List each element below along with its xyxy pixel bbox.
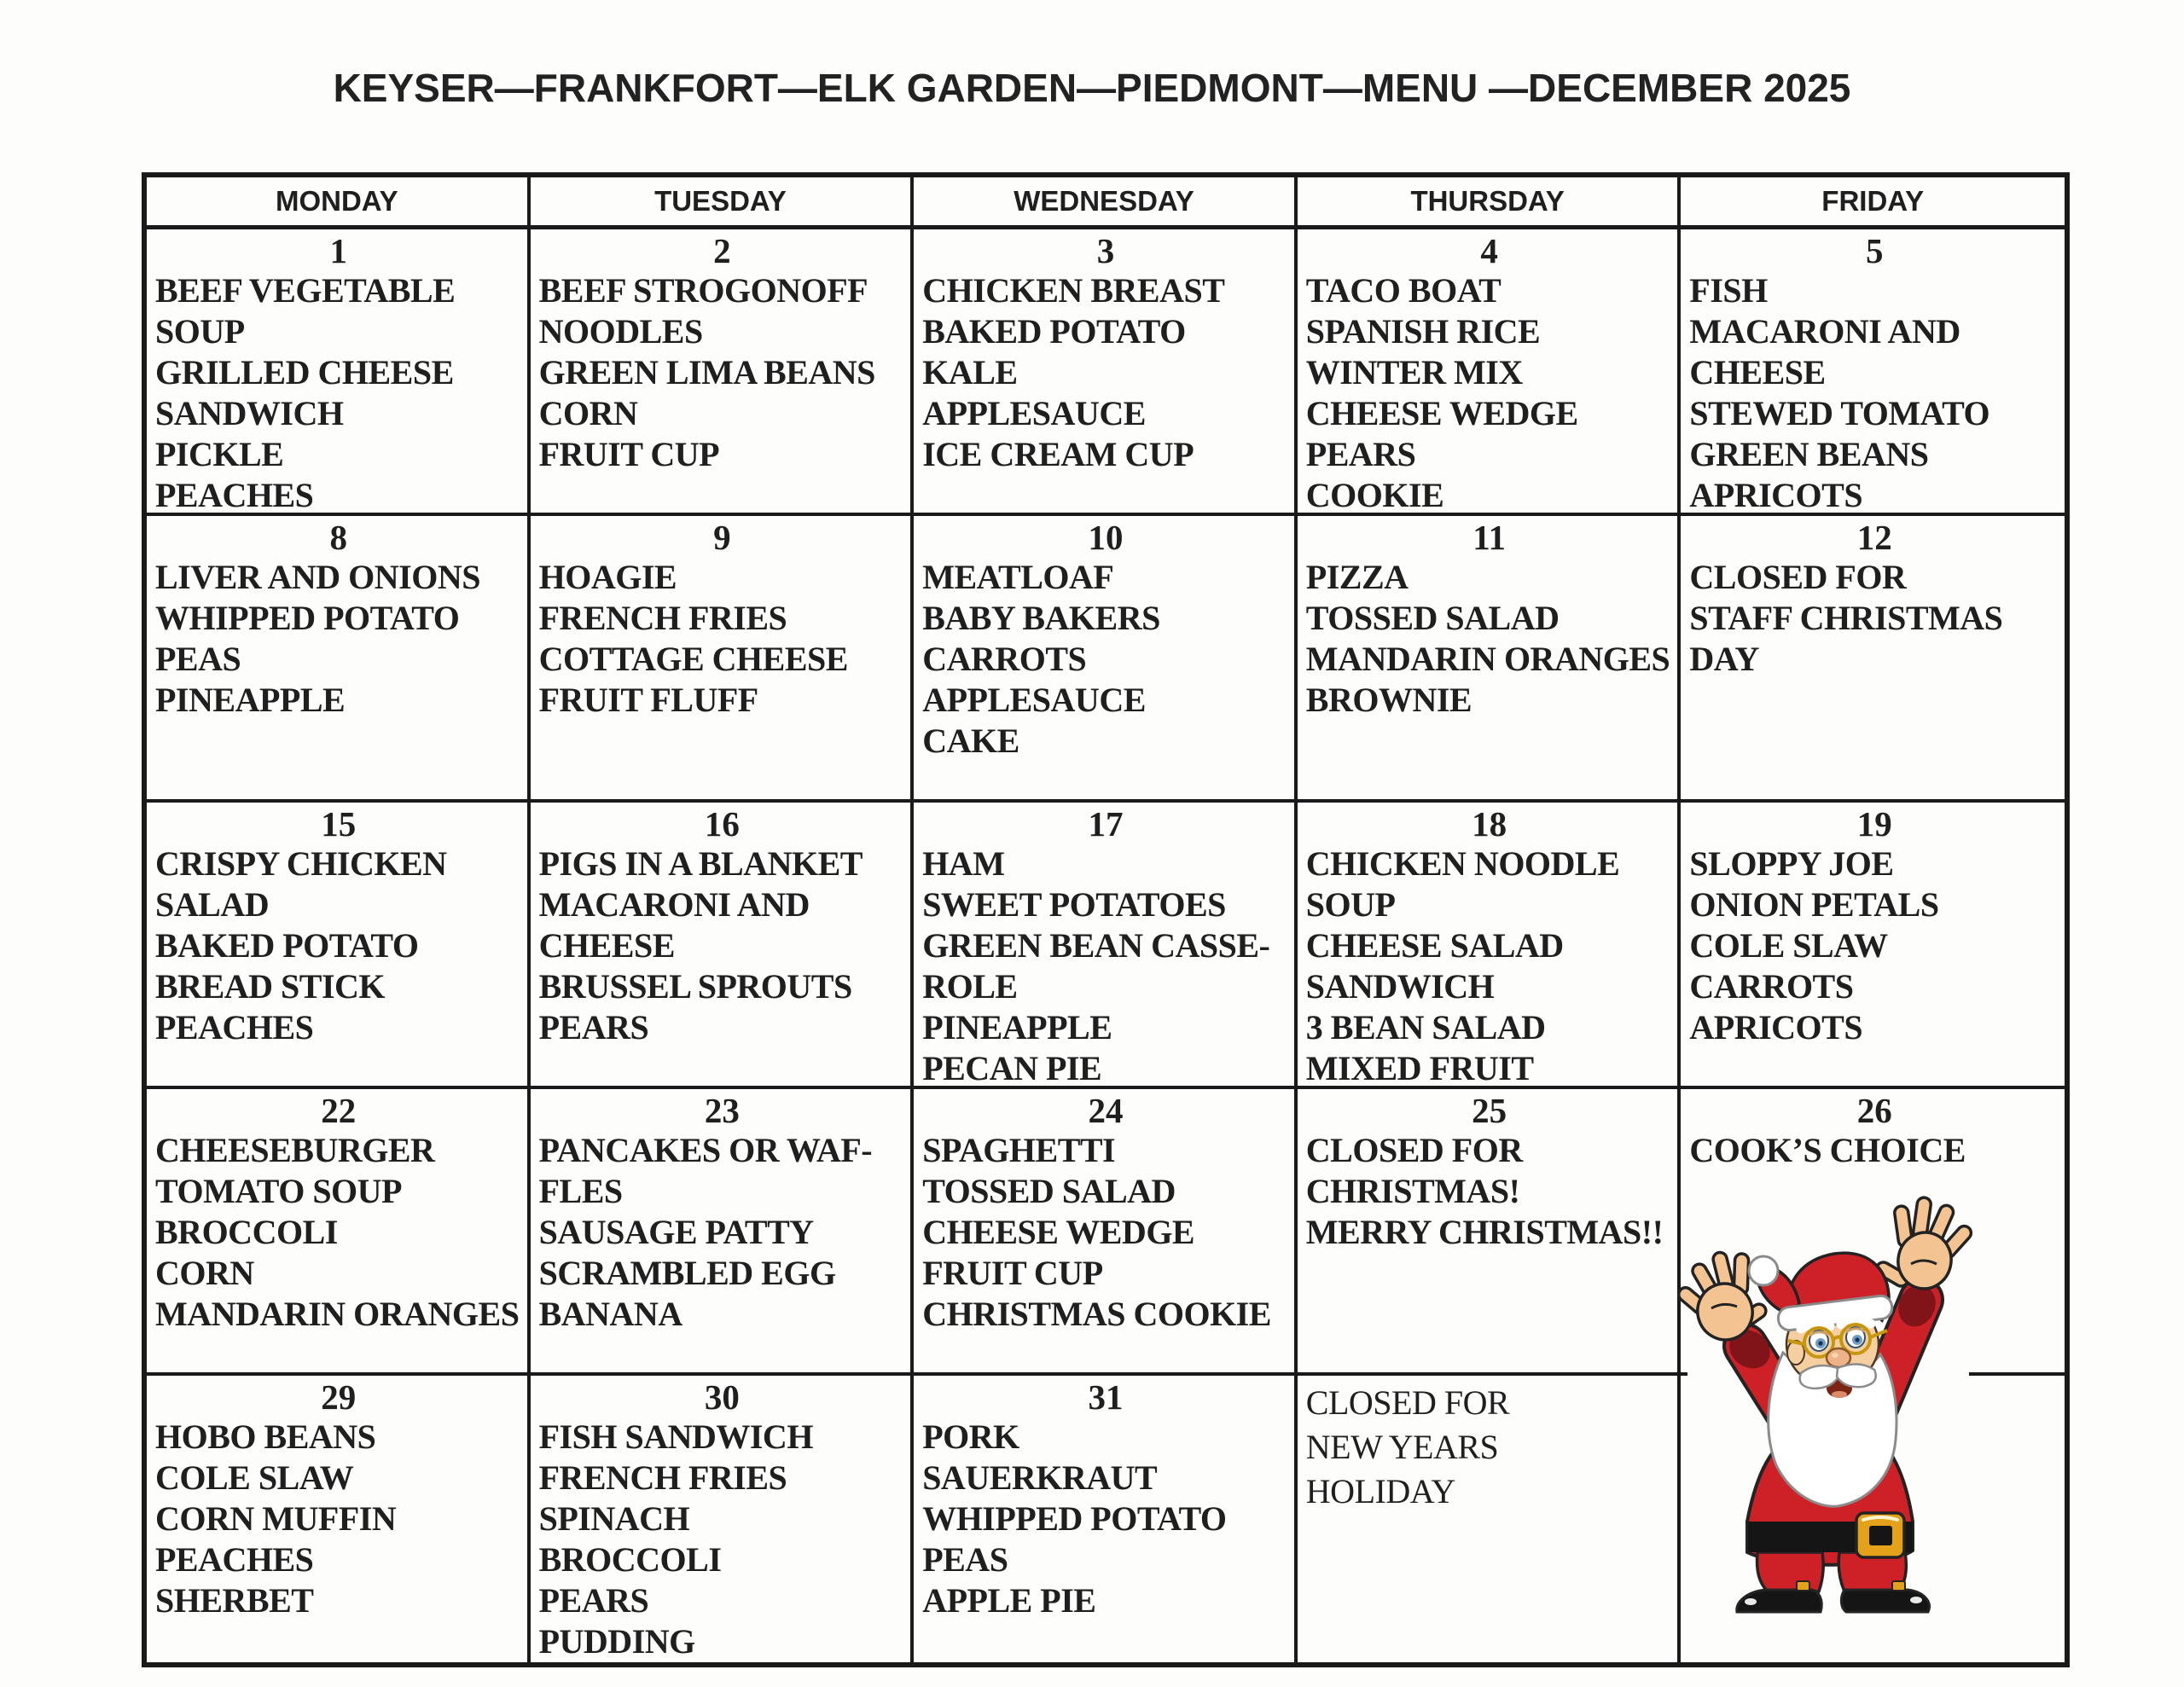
menu-item-line: MERRY CHRISTMAS!! [1305, 1213, 1664, 1251]
calendar-cell [914, 1376, 1298, 1662]
menu-item-line: NEW YEARS [1305, 1428, 1499, 1466]
day-number: 19 [1856, 804, 1892, 844]
menu-item-line: PIZZA [1305, 558, 1409, 596]
menu-item-line: DAY [1689, 640, 1759, 678]
day-number: 23 [704, 1091, 740, 1130]
menu-item-line: WINTER MIX [1305, 353, 1523, 391]
menu-item-line: COTTAGE CHEESE [538, 640, 848, 678]
menu-item-line: CLOSED FOR [1305, 1131, 1523, 1169]
calendar-cell [1298, 1376, 1682, 1662]
menu-item-line: SAUERKRAUT [922, 1458, 1158, 1497]
menu-item-line: FISH [1689, 271, 1768, 310]
menu-item-line: SPAGHETTI [922, 1131, 1116, 1169]
menu-item-line: CHEESE WEDGE [922, 1213, 1195, 1251]
menu-item-line: PEAS [155, 640, 241, 678]
menu-item-line: CHICKEN NOODLE [1305, 844, 1620, 883]
menu-item-line: COOK’S CHOICE [1689, 1131, 1966, 1169]
menu-item-line: CAKE [922, 722, 1019, 760]
menu-item-line: CHEESE WEDGE [1305, 394, 1578, 432]
calendar-cell [914, 1089, 1298, 1376]
day-number: 25 [1472, 1091, 1507, 1130]
calendar-header-row [147, 177, 2065, 229]
menu-item-line: FLES [538, 1172, 623, 1210]
menu-item-line: CRISPY CHICKEN [155, 844, 447, 883]
calendar-cell [1681, 803, 2065, 1089]
calendar-cell [531, 1376, 915, 1662]
calendar-cell [147, 803, 531, 1089]
calendar-cell [1681, 516, 2065, 803]
menu-item-line: SLOPPY JOE [1689, 844, 1894, 883]
menu-item-line: SCRAMBLED EGG [538, 1254, 836, 1292]
menu-item-line: MANDARIN ORANGES [155, 1295, 520, 1333]
day-number: 17 [1088, 804, 1124, 844]
day-header-friday: FRIDAY [1821, 185, 1925, 217]
menu-item-line: CLOSED FOR [1305, 1383, 1510, 1422]
calendar-cell [147, 229, 531, 516]
menu-item-line: PINEAPPLE [155, 681, 346, 719]
calendar-cell [531, 803, 915, 1089]
menu-item-line: BROCCOLI [155, 1213, 338, 1251]
menu-item-line: SPINACH [538, 1499, 690, 1538]
day-number: 31 [1088, 1377, 1124, 1417]
menu-item-line: TOMATO SOUP [155, 1172, 402, 1210]
day-number: 22 [321, 1091, 357, 1130]
menu-item-line: APPLESAUCE [922, 394, 1146, 432]
calendar-cell [531, 1089, 915, 1376]
menu-item-line: SANDWICH [1305, 967, 1495, 1006]
calendar-cell [147, 516, 531, 803]
menu-item-line: MACARONI AND [1689, 312, 1960, 351]
menu-item-line: 3 BEAN SALAD [1305, 1008, 1546, 1046]
menu-item-line: BABY BAKERS [922, 599, 1160, 637]
calendar-cell [914, 516, 1298, 803]
menu-item-line: COLE SLAW [155, 1458, 354, 1497]
day-number: 26 [1856, 1091, 1892, 1130]
day-header-thursday: THURSDAY [1298, 177, 1682, 225]
menu-item-line: PIGS IN A BLANKET [538, 844, 863, 883]
menu-item-line: PINEAPPLE [922, 1008, 1112, 1046]
menu-item-line: PEACHES [155, 1008, 314, 1046]
calendar-cell [1681, 229, 2065, 516]
menu-item-line: BAKED POTATO [922, 312, 1186, 351]
calendar-cell [1298, 516, 1682, 803]
menu-item-line: TOSSED SALAD [1305, 599, 1560, 637]
menu-item-line: BROCCOLI [538, 1540, 722, 1579]
menu-item-line: BEEF VEGETABLE [155, 271, 456, 310]
menu-item-line: PUDDING [538, 1622, 695, 1661]
menu-item-line: GRILLED CHEESE [155, 353, 454, 391]
day-number: 2 [713, 231, 731, 270]
menu-item-line: APRICOTS [1689, 1008, 1863, 1046]
menu-item-line: CHEESE SALAD [1305, 926, 1564, 965]
day-number: 10 [1088, 518, 1124, 557]
menu-item-line: PEARS [1305, 435, 1416, 473]
menu-item-line: PICKLE [155, 435, 284, 473]
menu-item-line: APPLESAUCE [922, 681, 1146, 719]
menu-item-line: CORN [538, 394, 638, 432]
menu-item-line: FRENCH FRIES [538, 1458, 787, 1497]
menu-item-line: STAFF CHRISTMAS [1689, 599, 2003, 637]
menu-item-line: FRUIT CUP [922, 1254, 1103, 1292]
menu-item-line: CORN MUFFIN [155, 1499, 397, 1538]
menu-item-line: PORK [922, 1417, 1019, 1456]
calendar-cell [1298, 229, 1682, 516]
menu-item-line: PEACHES [155, 1540, 314, 1579]
menu-item-line: HOBO BEANS [155, 1417, 376, 1456]
day-number: 30 [704, 1377, 740, 1417]
day-header-wednesday: WEDNESDAY [914, 177, 1298, 225]
menu-item-line: SOUP [1305, 885, 1396, 924]
menu-item-line: BREAD STICK [155, 967, 386, 1006]
page-title: KEYSER—FRANKFORT—ELK GARDEN—PIEDMONT—MENU —DECEMBER 2025 [333, 66, 1851, 110]
menu-item-line: CHEESE [538, 926, 675, 965]
day-number: 11 [1472, 518, 1506, 557]
menu-item-line: FRENCH FRIES [538, 599, 787, 637]
menu-item-line: BANANA [538, 1295, 682, 1333]
menu-item-line: ICE CREAM CUP [922, 435, 1194, 473]
menu-item-line: WHIPPED POTATO [155, 599, 460, 637]
menu-item-line: CHEESE [1689, 353, 1826, 391]
menu-item-line: CARROTS [1689, 967, 1854, 1006]
day-number: 8 [329, 518, 348, 557]
menu-item-line: KALE [922, 353, 1018, 391]
menu-item-line: BROWNIE [1305, 681, 1472, 719]
calendar-cell [914, 803, 1298, 1089]
menu-item-line: WHIPPED POTATO [922, 1499, 1227, 1538]
menu-item-line: BAKED POTATO [155, 926, 419, 965]
menu-item-line: CHEESEBURGER [155, 1131, 435, 1169]
menu-item-line: MACARONI AND [538, 885, 810, 924]
day-number: 12 [1856, 518, 1892, 557]
menu-item-line: SPANISH RICE [1305, 312, 1541, 351]
menu-item-line: FRUIT CUP [538, 435, 720, 473]
hat-pom [1749, 1256, 1778, 1285]
menu-item-line: TACO BOAT [1305, 271, 1502, 310]
santa-claus-image [1662, 1182, 1993, 1632]
menu-item-line: GREEN BEANS [1689, 435, 1929, 473]
calendar-cell [147, 1089, 531, 1376]
menu-item-line: FRUIT FLUFF [538, 681, 758, 719]
menu-item-line: CLOSED FOR [1689, 558, 1907, 596]
menu-item-line: ONION PETALS [1689, 885, 1939, 924]
menu-item-line: PANCAKES OR WAF- [538, 1131, 873, 1169]
day-number: 15 [321, 804, 357, 844]
day-number: 16 [704, 804, 740, 844]
day-number: 1 [329, 231, 348, 270]
menu-item-line: HAM [922, 844, 1005, 883]
menu-item-line: MEATLOAF [922, 558, 1114, 596]
day-number: 18 [1472, 804, 1507, 844]
calendar-cell [1298, 803, 1682, 1089]
menu-item-line: COLE SLAW [1689, 926, 1888, 965]
menu-item-line: COOKIE [1305, 476, 1444, 514]
menu-item-line: HOLIDAY [1305, 1472, 1455, 1510]
menu-item-line: BRUSSEL SPROUTS [538, 967, 852, 1006]
calendar-cell [531, 516, 915, 803]
menu-item-line: APRICOTS [1689, 476, 1863, 514]
calendar-cell [1298, 1089, 1682, 1376]
menu-item-line: ROLE [922, 967, 1018, 1006]
menu-item-line: STEWED TOMATO [1689, 394, 1990, 432]
menu-item-line: FISH SANDWICH [538, 1417, 813, 1456]
menu-item-line: GREEN BEAN CASSE- [922, 926, 1270, 965]
menu-item-line: TOSSED SALAD [922, 1172, 1176, 1210]
day-number: 9 [713, 518, 731, 557]
menu-item-line: PEARS [538, 1581, 649, 1620]
day-number: 3 [1096, 231, 1115, 270]
menu-item-line: HOAGIE [538, 558, 677, 596]
day-header-monday: MONDAY [147, 177, 531, 225]
menu-item-line: SANDWICH [155, 394, 344, 432]
menu-item-line: PEARS [538, 1008, 649, 1046]
menu-item-line: PECAN PIE [922, 1049, 1102, 1087]
calendar-cell [147, 1376, 531, 1662]
day-header-tuesday: TUESDAY [531, 177, 915, 225]
menu-item-line: CHRISTMAS! [1305, 1172, 1520, 1210]
day-number: 24 [1088, 1091, 1124, 1130]
menu-item-line: MIXED FRUIT [1305, 1049, 1534, 1087]
day-number: 29 [321, 1377, 357, 1417]
menu-item-line: LIVER AND ONIONS [155, 558, 480, 596]
menu-item-line: CARROTS [922, 640, 1087, 678]
day-number: 5 [1865, 231, 1884, 270]
calendar-cell [914, 229, 1298, 516]
menu-item-line: GREEN LIMA BEANS [538, 353, 875, 391]
day-number: 4 [1480, 231, 1498, 270]
menu-item-line: SOUP [155, 312, 245, 351]
menu-item-line: SWEET POTATOES [922, 885, 1226, 924]
menu-item-line: MANDARIN ORANGES [1305, 640, 1670, 678]
menu-item-line: SHERBET [155, 1581, 314, 1620]
menu-item-line: SALAD [155, 885, 270, 924]
menu-item-line: PEAS [922, 1540, 1008, 1579]
menu-item-line: APPLE PIE [922, 1581, 1096, 1620]
menu-item-line: NOODLES [538, 312, 703, 351]
menu-item-line: CHRISTMAS COOKIE [922, 1295, 1271, 1333]
menu-item-line: SAUSAGE PATTY [538, 1213, 814, 1251]
menu-item-line: CORN [155, 1254, 254, 1292]
menu-item-line: CHICKEN BREAST [922, 271, 1225, 310]
calendar-cell [531, 229, 915, 516]
menu-item-line: PEACHES [155, 476, 314, 514]
menu-item-line: BEEF STROGONOFF [538, 271, 868, 310]
